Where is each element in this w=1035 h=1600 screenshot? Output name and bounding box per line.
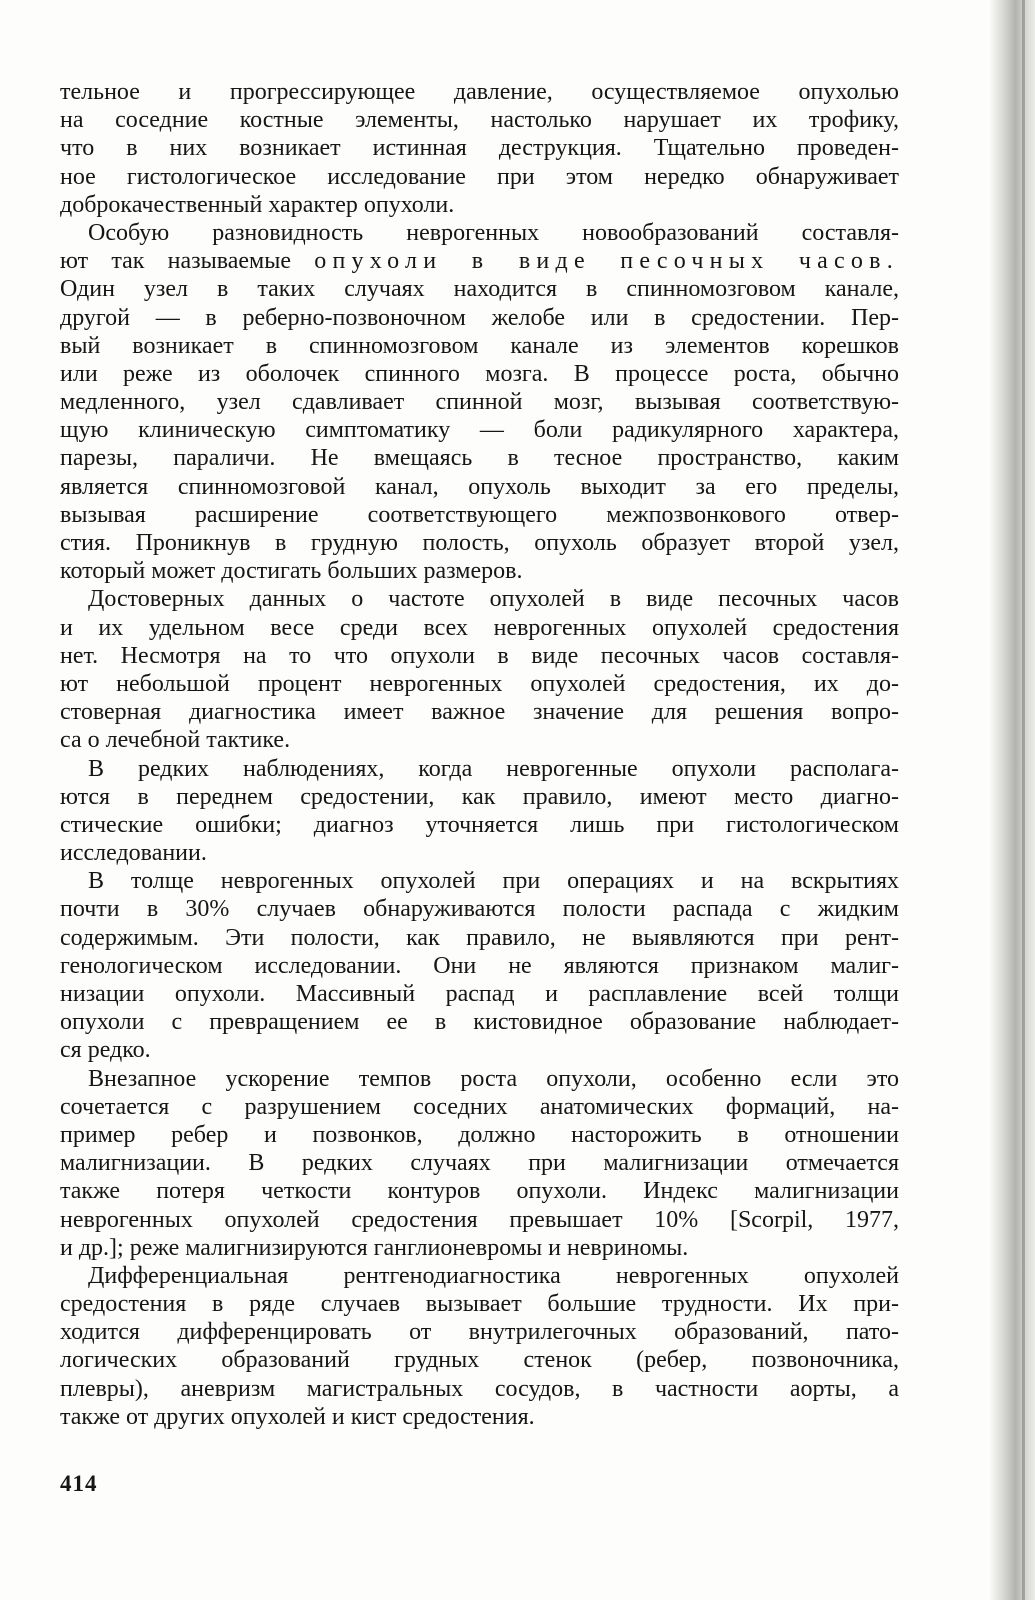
text-line: ходится дифференцировать от внутрилегочных образований, пато- [60,1319,899,1346]
text-line: на соседние костные элементы, настолько нарушает их трофику, [60,107,899,134]
text-line: парезы, параличи. Не вмещаясь в тесное пространство, каким [60,445,899,472]
text-line: щую клиническую симптоматику — боли радикулярного характера, [60,417,899,444]
text-line: ются в переднем средостении, как правило, имеют место диагно- [60,783,899,810]
page-number: 414 [60,1471,98,1496]
text-line: и др.]; реже малигнизируются ганглионевромы и невриномы. [60,1234,689,1261]
paragraph-5 [60,867,899,1064]
text-line: также потеря четкости контуров опухоли. Индекс малигнизации [60,1178,899,1205]
text-line: исследовании. [60,840,207,867]
spaced-emphasis-term: опухоли в виде песочных часов. [314,248,899,275]
binding-edge-line [1022,0,1025,1600]
paragraph-3 [60,585,899,754]
text-line: В редких наблюдениях, когда неврогенные опухоли располага- [88,755,899,782]
text-line: что в них возникает истинная деструкция. Тщательно проведен- [60,135,899,162]
text-line: или реже из оболочек спинного мозга. В процессе роста, обычно [60,360,899,387]
text-line: генологическом исследовании. Они не являются признаком малиг- [60,952,899,979]
text-line: медленного, узел сдавливает спинной мозг, вызывая соответствую- [60,389,899,416]
text-line: плевры), аневризм магистральных сосудов, в частности аорты, а [60,1375,899,1402]
text-line: и их удельном весе среди всех неврогенных опухолей средостения [60,614,899,641]
text-line: почти в 30% случаев обнаруживаются полости распада с жидким [60,896,899,923]
text-line: В толще неврогенных опухолей при операциях и на вскрытиях [88,868,899,895]
text-line: Один узел в таких случаях находится в спинномозговом канале, [60,276,899,303]
binding-shadow [989,0,1035,1600]
text-line: Достоверных данных о частоте опухолей в виде песочных часов [88,586,899,613]
text-line-with-emphasis [60,247,899,275]
text-line: стия. Проникнув в грудную полость, опухоль образует второй узел, [60,530,899,556]
text-line: Дифференциальная рентгенодиагностика неврогенных опухолей [88,1262,899,1289]
text-line: средостения в ряде случаев вызывает большие трудности. Их при- [60,1291,899,1318]
text-line: са о лечебной тактике. [60,727,291,754]
text-line: ся редко. [60,1037,151,1064]
text-line: стоверная диагностика имеет важное значение для решения вопро- [60,699,899,726]
text-line: логических образований грудных стенок (ребер, позвоночника, [60,1347,899,1374]
text-line: Внезапное ускорение темпов роста опухоли, особенно если это [88,1065,899,1092]
text-line: ют небольшой процент неврогенных опухолей средостения, их до- [60,670,899,697]
text-line: который может достигать больших размеров. [60,558,523,585]
text-line: другой — в реберно-позвоночном желобе или в средостении. Пер- [60,304,899,331]
text-line: вызывая расширение соответствующего межпозвонкового отвер- [60,501,899,528]
paragraph-2 [60,219,899,585]
paragraph-1 [60,78,899,219]
paragraph-4 [60,755,899,868]
text-line: пример ребер и позвонков, должно насторожить в отношении [60,1121,899,1148]
text-line: является спинномозговой канал, опухоль выходит за его пределы, [60,473,899,500]
text-line: тельное и прогрессирующее давление, осуществляемое опухолью [60,79,899,105]
text-line: неврогенных опухолей средостения превышает 10% [Scorpil, 1977, [60,1206,899,1233]
paragraph-6 [60,1065,899,1262]
text-line: Особую разновидность неврогенных новообразований составля- [88,219,899,246]
text-line: стические ошибки; диагноз уточняется лишь при гистологическом [60,811,899,838]
text-line: сочетается с разрушением соседних анатомических формаций, на- [60,1093,899,1120]
paragraph-7 [60,1262,899,1431]
text-line: также от других опухолей и кист средостения. [60,1403,535,1430]
body-text [60,78,899,1431]
text-line: опухоли с превращением ее в кистовидное образование наблюдает- [60,1009,899,1036]
text-line: вый возникает в спинномозговом канале из элементов корешков [60,332,899,359]
text-line: нет. Несмотря на то что опухоли в виде песочных часов составля- [60,642,899,669]
text-line: низации опухоли. Массивный распад и расплавление всей толщи [60,981,899,1007]
text-line: ное гистологическое исследование при этом нередко обнаруживает [60,163,899,190]
text-run: ют так называемые [60,248,315,275]
text-line: содержимым. Эти полости, как правило, не выявляются при рент- [60,924,899,951]
text-line: малигнизации. В редких случаях при малигнизации отмечается [60,1150,899,1177]
text-line: доброкачественный характер опухоли. [60,191,455,218]
